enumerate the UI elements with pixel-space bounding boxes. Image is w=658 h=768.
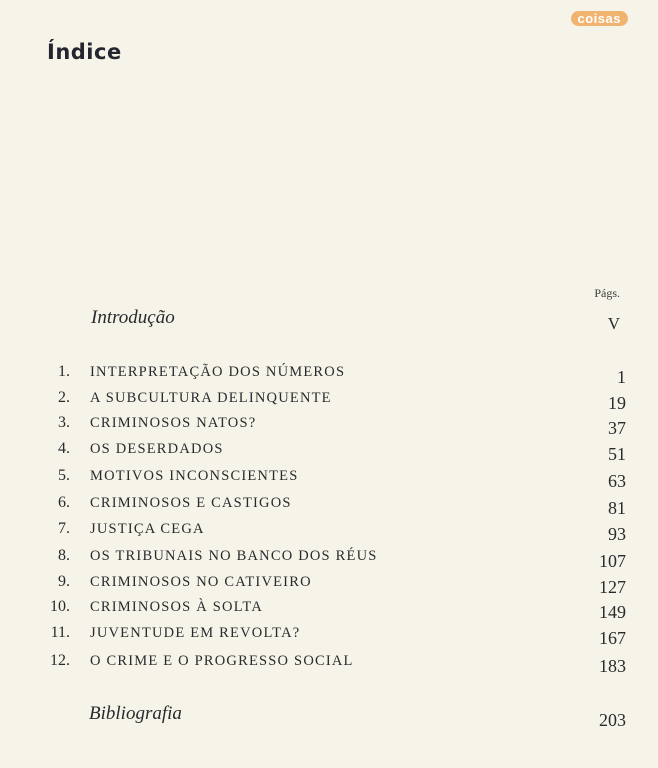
chapter-number: 12. xyxy=(50,652,70,669)
chapter-number: 6. xyxy=(58,494,70,511)
bibliography-page: 203 xyxy=(599,710,626,730)
chapter-title: CRIMINOSOS NATOS? xyxy=(90,415,257,431)
chapter-number: 9. xyxy=(58,573,70,590)
chapter-page: 81 xyxy=(608,498,626,518)
toc-entry xyxy=(0,652,658,676)
chapter-title: OS TRIBUNAIS NO BANCO DOS RÉUS xyxy=(90,548,378,564)
chapter-number: 1. xyxy=(58,363,70,380)
toc-entry xyxy=(0,520,658,544)
front-matter-page: V xyxy=(607,314,620,333)
chapter-page: 63 xyxy=(608,471,626,491)
toc-entry xyxy=(0,547,658,571)
chapter-number: 4. xyxy=(58,440,70,457)
watermark-logo: coisas xyxy=(571,11,628,26)
chapter-title: A SUBCULTURA DELINQUENTE xyxy=(90,390,332,406)
chapter-title: O CRIME E O PROGRESSO SOCIAL xyxy=(90,653,354,669)
toc-entry xyxy=(0,494,658,518)
chapter-title: CRIMINOSOS À SOLTA xyxy=(90,599,263,615)
chapter-page: 1 xyxy=(617,367,626,387)
chapter-title: INTERPRETAÇÃO DOS NÚMEROS xyxy=(90,364,346,380)
chapter-title: CRIMINOSOS NO CATIVEIRO xyxy=(90,574,312,590)
toc-entry xyxy=(0,363,658,387)
chapter-number: 2. xyxy=(58,389,70,406)
chapter-page: 127 xyxy=(599,577,626,597)
chapter-title: JUSTIÇA CEGA xyxy=(90,521,205,537)
page-title: Índice xyxy=(47,40,122,64)
chapter-title: OS DESERDADOS xyxy=(90,441,224,457)
chapter-number: 7. xyxy=(58,520,70,537)
toc-entry xyxy=(0,598,658,622)
chapter-number: 5. xyxy=(58,467,70,484)
chapter-page: 183 xyxy=(599,656,626,676)
toc-entry xyxy=(0,389,658,413)
toc-entry xyxy=(0,573,658,597)
toc-entry xyxy=(0,414,658,438)
chapter-page: 51 xyxy=(608,444,626,464)
pages-column-label: Págs. xyxy=(594,286,620,300)
chapter-page: 19 xyxy=(608,393,626,413)
chapter-number: 8. xyxy=(58,547,70,564)
toc-entry xyxy=(0,624,658,648)
chapter-page: 149 xyxy=(599,602,626,622)
chapter-title: JUVENTUDE EM REVOLTA? xyxy=(90,625,301,641)
chapter-page: 37 xyxy=(608,418,626,438)
chapter-number: 3. xyxy=(58,414,70,431)
chapter-title: CRIMINOSOS E CASTIGOS xyxy=(90,495,292,511)
toc-entry xyxy=(0,467,658,491)
chapter-page: 93 xyxy=(608,524,626,544)
chapter-number: 11. xyxy=(50,624,70,641)
bibliography-title: Bibliografia xyxy=(89,703,182,724)
chapter-page: 107 xyxy=(599,551,626,571)
toc-entry xyxy=(0,440,658,464)
chapter-number: 10. xyxy=(50,598,70,615)
front-matter-title: Introdução xyxy=(91,307,175,328)
chapter-page: 167 xyxy=(599,628,626,648)
chapter-title: MOTIVOS INCONSCIENTES xyxy=(90,468,299,484)
